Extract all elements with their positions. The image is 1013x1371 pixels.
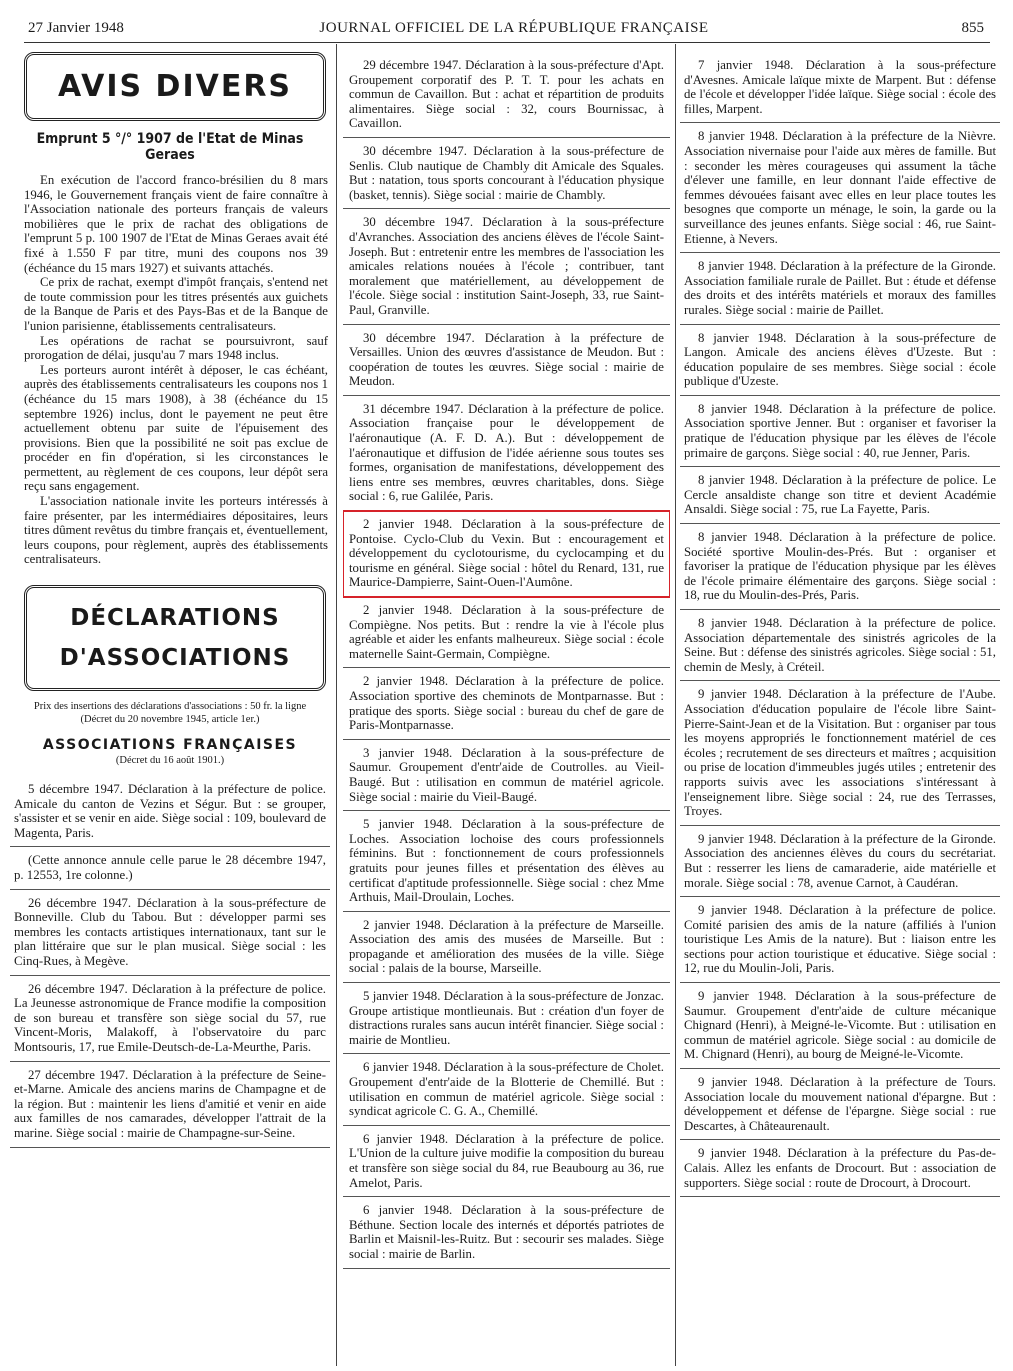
avis-divers-box: AVIS DIVERS	[24, 52, 326, 121]
emprunt-title: Emprunt 5 °/° 1907 de l'Etat de Minas Geraes	[36, 131, 304, 163]
association-entry: 30 décembre 1947. Déclaration à la préfecture de Versailles. Union des œuvres d'assistance de Meudon. But : coopération de toutes les œuvres. Siège social : mairie de Meudon.	[343, 325, 670, 396]
association-entry: 27 décembre 1947. Déclaration à la préfecture de Seine-et-Marne. Amicale des anciens marins de Champagne et de la région. But : maintenir les liens d'amitié et venir en aide aux familles de nos camarades, développer l'attrait de la marine. Siège social : mairie de Champagne-sur-Seine.	[10, 1062, 330, 1148]
association-entry: 31 décembre 1947. Déclaration à la préfecture de police. Association française pour le développement de l'aéronautique (A. F. D. A.). But : développement de l'aéronautique et diffusion de l'idée aérienne sous toutes ses formes, organisation de manifestations, développement des liens entre ses membres, œuvres charitables, dons. Siège social : 6, rue Galilée, Paris.	[343, 396, 670, 511]
header-title: JOURNAL OFFICIEL DE LA RÉPUBLIQUE FRANÇAISE	[319, 20, 709, 36]
col3-entries	[680, 52, 1000, 1197]
association-entry: 30 décembre 1947. Déclaration à la sous-préfecture de Senlis. Club nautique de Chambly dit Amicale des Squales. But : natation, tous sports concourant à l'éducation physique (basket, tennis). Siège social : mairie de Chambly.	[343, 138, 670, 209]
association-entry: 9 janvier 1948. Déclaration à la préfecture de l'Aube. Association d'éducation populaire de l'école libre Saint-Pierre-Saint-Jean et de la Visitation. But : organiser par tous les moyens appropriés le fonctionnement matériel de ces écoles ; recrutement de ses directeurs et maîtres ; acquisition ou prise de location d'immeubles jugés utiles ; entretenir des rapports suivis avec les associations s'intéressant à l'enseignement libre. Siège social : 24, rue des Terrasses, Troyes.	[680, 681, 1000, 825]
association-entry: 8 janvier 1948. Déclaration à la préfecture de la Nièvre. Association nivernaise pour l'aide aux mères de famille. But : seconder les mères courageuses qui assument la tâche d'élever une famille, en leur donnant l'aide effective de femmes dévouées faisant avec elles en leur place toutes les besognes que comporte un ménage, le soin, la garde ou la surveillance des jeunes enfants. Siège social : 46, rue Saint-Etienne, à Nevers.	[680, 123, 1000, 253]
column-1	[10, 52, 330, 1364]
decret-note-1: (Décret du 20 novembre 1945, article 1er.)	[80, 714, 260, 726]
header-page-number: 855	[961, 20, 984, 36]
association-entry: 8 janvier 1948. Déclaration à la préfecture de police. Association départementale des sinistrés agricoles de la Seine. But : défense des sinistrés agricoles. Siège social : 51, chemin de Mesly, à Créteil.	[680, 610, 1000, 681]
page-header	[24, 18, 990, 43]
associations-francaises-title: ASSOCIATIONS FRANÇAISES	[42, 737, 298, 754]
association-entry: 8 janvier 1948. Déclaration à la sous-préfecture de Langon. Amicale des anciens élèves d'Uzeste. But : éducation populaire de ses membres. Siège social : école publique d'Uzeste.	[680, 325, 1000, 396]
paragraph: L'association nationale invite les porteurs intéressés à faire présenter, par les intermédiaires dépositaires, leurs titres dûment revêtus du timbre français et, éventuellement, leurs coupons, pour règlement, auprès des établissements centralisateurs.	[24, 494, 328, 567]
association-entry: 9 janvier 1948. Déclaration à la préfecture de la Gironde. Association des anciennes élèves du cours du secrétariat. But : resserrer les liens de camaraderie, aide matérielle et morale. Siège social : 78, avenue Carnot, à Caudéran.	[680, 826, 1000, 897]
column-3	[680, 52, 1000, 1364]
association-entry: 8 janvier 1948. Déclaration à la préfecture de police. Association sportive Jenner. But : organiser et favoriser la pratique de l'éducation physique par les élèves de l'école primaire de garçons. Siège social : 40, rue Jenner, Paris.	[680, 396, 1000, 467]
association-entry: 9 janvier 1948. Déclaration à la préfecture de police. Comité parisien des amis de la nature (affiliés à l'union touristique Les Amis de la nature). But : liaison entre les sections pour action touristique et éducative. Siège social : 12, rue du Moulin-Joli, Paris.	[680, 897, 1000, 983]
association-entry: 6 janvier 1948. Déclaration à la préfecture de police. L'Union de la culture juive modifie la composition du bureau et transfère son siège social du 84, rue Beaubourg au 36, rue Amelot, Paris.	[343, 1126, 670, 1197]
association-entry: 5 décembre 1947. Déclaration à la préfecture de police. Amicale du canton de Vezins et Ségur. But : se grouper, s'assister et se venir en aide. Siège social : 109, boulevard de Magenta, Paris.	[10, 776, 330, 847]
association-entry: (Cette annonce annule celle parue le 28 décembre 1947, p. 12553, 1re colonne.)	[10, 847, 330, 889]
column-rule-1	[336, 44, 337, 1366]
association-entry: 9 janvier 1948. Déclaration à la sous-préfecture de Saumur. Groupement d'entr'aide de culture mécanique Chignard (Henri), à Meigné-le-Vicomte. But : utilisation en commun de matériel agricole. Siège social : au domicile de M. Chignard (Henri), au bourg de Meigné-le-Vicomte.	[680, 983, 1000, 1069]
association-entry: 7 janvier 1948. Déclaration à la sous-préfecture d'Avesnes. Amicale laïque mixte de Marpent. But : défense de l'école et développer l'idée laïque. Siège social : école des filles, Marpent.	[680, 52, 1000, 123]
paragraph: Ce prix de rachat, exempt d'impôt français, s'entend net de toute commission pour les titres présentés aux guichets de la Banque de Paris et des Pays-Bas et de la Banque de l'union parisienne, établissements centralisateurs.	[24, 275, 328, 333]
paragraph: Les porteurs auront intérêt à déposer, le cas échéant, auprès des établissements centralisateurs les coupons nos 1 (échéance du 15 mars 1908), à 38 (échéance du 15 septembre 1926) inclus, dont le payement ne peut être actuellement obtenu par suite de l'épuisement des provisions. Bien que la possibilité ne soit pas exclue de procéder en fin d'opération, si les circonstances le permettent, au règlement de ces coupons, leur dépôt sera reçu sans engagement.	[24, 362, 328, 494]
association-entry: 2 janvier 1948. Déclaration à la préfecture de police. Association sportive des cheminots de Montparnasse. But : pratique des sports. Siège social : bureau du chef de gare de Paris-Montparnasse.	[343, 668, 670, 739]
paragraph: Les opérations de rachat se poursuivront, sauf prorogation de délai, jusqu'au 7 mars 1948 inclus.	[24, 333, 328, 363]
association-entry: 3 janvier 1948. Déclaration à la sous-préfecture de Saumur. Groupement d'entr'aide de Coutrolles. au Vieil-Baugé. But : utilisation en commun de matériel agricole. Siège social : mairie du Vieil-Baugé.	[343, 740, 670, 811]
association-entry: 6 janvier 1948. Déclaration à la sous-préfecture de Cholet. Groupement d'entr'aide de la Blotterie de Chemillé. But : utilisation en commun de matériel agricole. Siège social : syndicat agricole C. G. A., Chemillé.	[343, 1054, 670, 1125]
declarations-title-2: D'ASSOCIATIONS	[59, 645, 291, 672]
paragraph: En exécution de l'accord franco-brésilien du 8 mars 1946, le Gouvernement français vient de faire connaître à l'Association nationale des porteurs français de valeurs mobilières que le prix de rachat des obligations de l'emprunt 5 p. 100 1907 de l'Etat de Minas Geraes avait été fixé à 1.550 F par titre, muni des coupons nos 39 (échéance du 15 mars 1927) et suivants attachés.	[24, 173, 328, 275]
association-entry: 5 janvier 1948. Déclaration à la sous-préfecture de Loches. Association lochoise des cours professionnels féminins. But : fonctionnement de cours professionnels gratuits pour jeunes filles et présentation des élèves au certificat d'aptitude professionnelle. Siège social : chez Mme Arthuis, Mail-Droulain, Loches.	[343, 811, 670, 912]
association-entry: 9 janvier 1948. Déclaration à la préfecture de Tours. Association locale du mouvement national d'épargne. But : développement et défense de l'épargne. Siège social : rue Descartes, à Châteaurenault.	[680, 1069, 1000, 1140]
association-entry: 2 janvier 1948. Déclaration à la sous-préfecture de Compiègne. Nos petits. But : rendre la vie à l'école plus agréable et aider les enfants malheureux. Siège social : école maternelle Saint-Germain, Compiègne.	[343, 597, 670, 668]
association-entry: 30 décembre 1947. Déclaration à la sous-préfecture d'Avranches. Association des anciens élèves de l'école Saint-Joseph. But : entretenir entre les membres de l'association les amicales relations nouées à l'école ; contribuer, tant moralement que matériellement, au développement de l'école. Siège social : institution Saint-Joseph, 33, rue Saint-Paul, Granville.	[343, 209, 670, 324]
association-entry: 8 janvier 1948. Déclaration à la préfecture de police. Le Cercle ansaldiste change son titre et devient Académie Ansaldi. Siège social : 75, rue La Fayette, Paris.	[680, 467, 1000, 524]
prix-insertions: Prix des insertions des déclarations d'associations : 50 fr. la ligne	[33, 701, 307, 713]
column-2	[343, 52, 670, 1364]
association-entry: 26 décembre 1947. Déclaration à la préfecture de police. La Jeunesse astronomique de France modifie la composition de son bureau et transfère son siège social du 57, rue Vincent-Moris, Malakoff, à l'observatoire du parc Montsouris, 17, rue Emile-Deutsch-de-La-Meurthe, Paris.	[10, 976, 330, 1062]
declarations-box	[24, 585, 326, 691]
association-entry: 26 décembre 1947. Déclaration à la sous-préfecture de Bonneville. Club du Tabou. But : développer parmi ses membres les contacts artistiques internationaux, tant sur le plan littéraire que sur le plan musical. Siège social : les Cinq-Rues, à Megève.	[10, 890, 330, 976]
association-entry: 8 janvier 1948. Déclaration à la préfecture de la Gironde. Association familiale rurale de Paillet. But : étude et défense des droits et des intérêts matériels et moraux des familles rurales. Siège social : mairie de Paillet.	[680, 253, 1000, 324]
association-entry: 6 janvier 1948. Déclaration à la sous-préfecture de Béthune. Section locale des internés et déportés patriotes de Barlin et Maisnil-les-Ruitz. But : secourir ses malades. Siège social : mairie de Barlin.	[343, 1197, 670, 1268]
header-date: 27 Janvier 1948	[28, 20, 124, 36]
declarations-title-1: DÉCLARATIONS	[70, 605, 280, 632]
emprunt-body	[10, 173, 330, 567]
col2-entries	[343, 52, 670, 1269]
col1-entries	[10, 776, 330, 1147]
association-entry: 5 janvier 1948. Déclaration à la sous-préfecture de Jonzac. Groupe artistique montlieunais. But : création d'un foyer de distractions rurales sans aucun intérêt financier. Siège social : mairie de Montlieu.	[343, 983, 670, 1054]
association-entry: 29 décembre 1947. Déclaration à la sous-préfecture d'Apt. Groupement corporatif des P. T. T. pour les achats en commun de Cavaillon. But : achat et répartition de produits alimentaires. Siège social : 32, cours Bournissac, à Cavaillon.	[343, 52, 670, 138]
association-entry: 2 janvier 1948. Déclaration à la préfecture de Marseille. Association des amis des musées de Marseille. But : propagande et amélioration des musées de la ville. Siège social : palais de la bourse, Marseille.	[343, 912, 670, 983]
decret-note-2: (Décret du 16 août 1901.)	[115, 755, 225, 767]
association-entry: 9 janvier 1948. Déclaration à la préfecture du Pas-de-Calais. Allez les enfants de Drocourt. But : association de supporters. Siège social : route de Drocourt, à Drocourt.	[680, 1140, 1000, 1197]
association-entry: 2 janvier 1948. Déclaration à la sous-préfecture de Pontoise. Cyclo-Club du Vexin. But : encouragement et développement du cyclotourisme, du cyclocamping et du tourisme en général. Siège social : hôtel du Renard, 131, rue Maurice-Dampierre, Saint-Ouen-l'Aumône.	[343, 511, 670, 597]
column-rule-2	[675, 44, 676, 1366]
association-entry: 8 janvier 1948. Déclaration à la préfecture de police. Société sportive Moulin-des-Prés. But : organiser et favoriser la pratique de l'éducation physique par les élèves de l'école primaire élémentaire des garçons. Siège social : 18, rue du Moulin-des-Prés, Paris.	[680, 524, 1000, 610]
